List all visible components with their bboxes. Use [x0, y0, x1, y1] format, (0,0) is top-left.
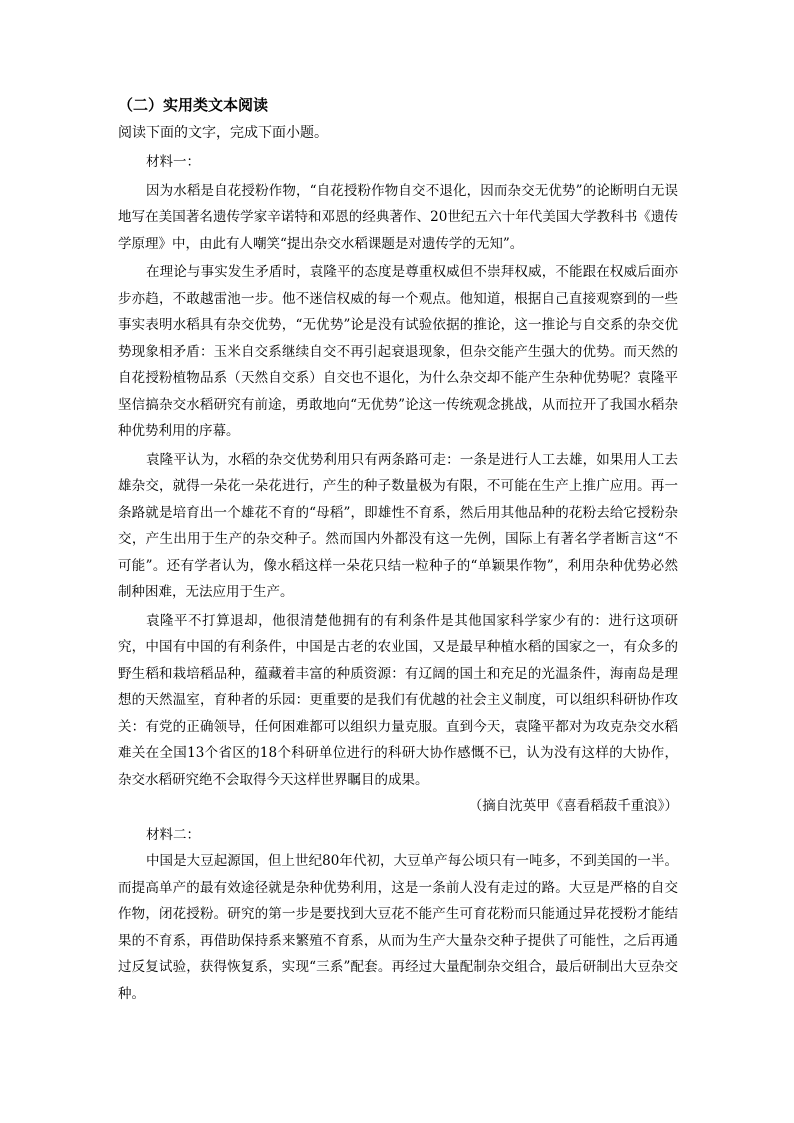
- material-one-paragraph-1: 因为水稻是自花授粉作物，“自花授粉作物自交不退化，因而杂交无优势”的论断明白无误地写在美国著名遗传学家辛诺特和邓恩的经典著作、20世纪五六十年代美国大学教科书《遗传学原理》中，由此有人嘲笑“提出杂交水稻课题是对遗传学的无知”。: [118, 182, 678, 252]
- material-one-paragraph-2: 在理论与事实发生矛盾时，袁隆平的态度是尊重权威但不崇拜权威，不能跟在权威后面亦步亦趋，不敢越雷池一步。他不迷信权威的每一个观点。他知道，根据自己直接观察到的一些事实表明水稻具有杂交优势，“无优势”论是没有试验依据的推论，这一推论与自交系的杂交优势现象相矛盾：玉米自交系继续自交不再引起衰退现象，但杂交能产生强大的优势。而天然的自花授粉植物品系（天然自交系）自交也不退化，为什么杂交却不能产生杂种优势呢？袁隆平坚信搞杂交水稻研究有前途，勇敢地向“无优势”论这一传统观念挑战，从而拉开了我国水稻杂种优势利用的序幕。: [118, 264, 678, 439]
- section-heading: （二）实用类文本阅读: [118, 96, 269, 114]
- material-two-label: 材料二：: [146, 826, 200, 843]
- material-one-label: 材料一：: [146, 154, 200, 170]
- material-one-source: （摘自沈英甲《喜看稻菽千重浪》）: [468, 798, 678, 814]
- material-two-paragraph-1: 中国是大豆起源国，但上世纪80年代初，大豆单产每公顷只有一吨多，不到美国的一半。而提高单产的最有效途径就是杂种优势利用，这是一条前人没有走过的路。大豆是严格的自交作物，闭花授粉。研究的第一步是要找到大豆花不能产生可育花粉而只能通过异花授粉才能结果的不育系，再借助保持系来繁殖不育系，从而为生产大量杂交种子提供了可能性，之后再通过反复试验，获得恢复系，实现“三系”配套。再经过大量配制杂交组合，最后研制出大豆杂交种。: [118, 853, 678, 1002]
- reading-instruction: 阅读下面的文字，完成下面小题。: [118, 125, 328, 141]
- material-one-paragraph-4: 袁隆平不打算退却，他很清楚他拥有的有利条件是其他国家科学家少有的：进行这项研究，中国有中国的有利条件，中国是古老的农业国，又是最早种植水稻的国家之一，有众多的野生稻和栽培稻品种，蕴藏着丰富的种质资源：有辽阔的国土和充足的光温条件，海南岛是理想的天然温室，育种者的乐园：更重要的是我们有优越的社会主义制度，可以组织科研协作攻关：有党的正确领导，任何困难都可以组织力量克服。直到今天，袁隆平都对为攻克杂交水稻难关在全国13个省区的18个科研单位进行的科研大协作感慨不已，认为没有这样的大协作，杂交水稻研究绝不会取得今天这样世界瞩目的成果。: [118, 612, 678, 788]
- reading-section: [118, 95, 678, 1007]
- material-one-paragraph-3: 袁隆平认为，水稻的杂交优势利用只有两条路可走：一条是进行人工去雄，如果用人工去雄杂交，就得一朵花一朵花进行，产生的种子数量极为有限，不可能在生产上推广应用。再一条路就是培育出一个雄花不育的“母稻”，即雄性不育系，然后用其他品种的花粉去给它授粉杂交，产生出用于生产的杂交种子。然而国内外都没有这一先例，国际上有著名学者断言这“不可能”。还有学者认为，像水稻这样一朵花只结一粒种子的“单颖果作物”，利用杂种优势必然制种困难，无法应用于生产。: [118, 451, 678, 600]
